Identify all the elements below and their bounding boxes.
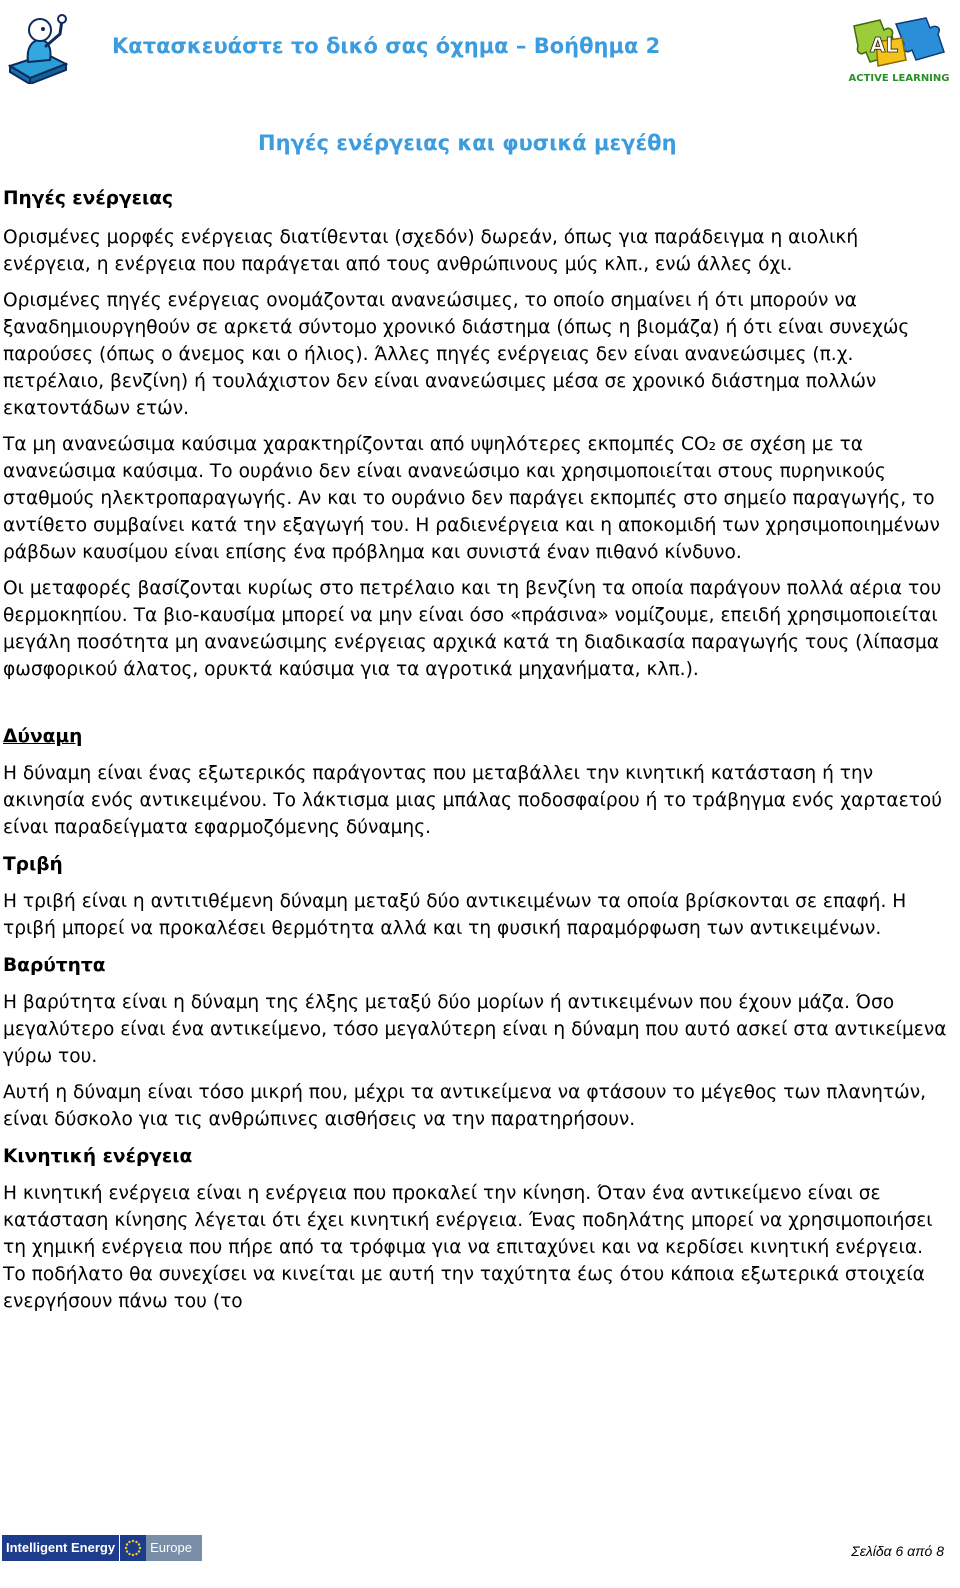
paragraph: Η κινητική ενέργεια είναι η ενέργεια που προκαλεί την κίνηση. Όταν ένα αντικείμενο είναι σε κατάσταση κίνησης λέγεται ότι έχει κινητική ενέργεια. Ένας ποδηλάτης μπορεί να χρησιμοποιήσει τη χημική ενέργεια που πήρε από τα τρόφιμα για να επιταχύνει και να κερδίσει κινητική ενέργεια. Το ποδήλατο θα συνεχίσει να κινείται με αυτή την ταχύτητα έως ότου κάποια εξωτερικά στοιχεία ενεργήσουν πάνω του (το (3, 1183, 933, 1312)
paragraph: Ορισμένες πηγές ενέργειας ονομάζονται ανανεώσιμες, το οποίο σημαίνει ή ότι μπορούν να ξαναδημιουργηθούν σε αρκετά σύντομο χρονικό διάστημα (όπως η βιομάζα) ή ότι είναι συνεχώς παρούσες (όπως ο άνεμος και ο ήλιος). Άλλες πηγές ενέργειας δεν είναι ανανεώσιμες (π.χ. πετρέλαιο, βενζίνη) ή τουλάχιστον δεν είναι ανανεώσιμες μέσα σε χρονικό διάστημα πολλών εκατοντάδων ετών. (3, 290, 910, 419)
heading-kinetic-energy: Κινητική ενέργεια (3, 1146, 193, 1167)
paragraph: Αυτή η δύναμη είναι τόσο μικρή που, μέχρι τα αντικείμενα να φτάσουν το μέγεθος των πλανητών, είναι δύσκολο για τις ανθρώπινες αισθήσεις να την παρατηρήσουν. (3, 1082, 926, 1130)
page-number: Σελίδα 6 από 8 (851, 1543, 944, 1559)
paragraph: Οι μεταφορές βασίζονται κυρίως στο πετρέλαιο και τη βενζίνη τα οποία παράγουν πολλά αέρια του θερμοκηπίου. Τα βιο-καυσίμα μπορεί να μην είναι όσο «πράσινα» νομίζουμε, επειδή χρησιμοποιείται μεγάλη ποσότητα μη ανανεώσιμης ενέργειας αρχικά κατά τη διαδικασία παραγωγής τους (λίπασμα φωσφορικού άλατος, ορυκτά καύσιμα για τα αγροτικά μηχανήματα, κλπ.). (3, 578, 942, 680)
heading-force: Δύναμη (3, 726, 83, 747)
paragraph: Ορισμένες μορφές ενέργειας διατίθενται (σχεδόν) δωρεάν, όπως για παράδειγμα η αιολική ενέργεια, η ενέργεια που παράγεται από τους ανθρώπινους μύς κλπ., ενώ άλλες όχι. (3, 227, 859, 275)
puzzle-logo-icon (846, 12, 952, 86)
logo-text-left: Intelligent Energy (2, 1535, 119, 1561)
logo-text: ACTIVE LEARNING (848, 73, 950, 84)
heading-friction: Τριβή (3, 854, 63, 875)
paragraph: Η τριβή είναι η αντιτιθέμενη δύναμη μεταξύ δύο αντικειμένων τα οποία βρίσκονται σε επαφή. Η τριβή μπορεί να προκαλέσει θερμότητα αλλά και τη φυσική παραμόρφωση των αντικειμένων. (3, 891, 907, 939)
eu-flag-icon (119, 1535, 146, 1561)
paragraph: Η βαρύτητα είναι η δύναμη της έλξης μεταξύ δύο μορίων ή αντικειμένων που έχουν μάζα. Όσο μεγαλύτερο είναι ένα αντικείμενο, τόσο μεγαλύτερη είναι η δύναμη που αυτό ασκεί στα αντικείμενα γύρω του. (3, 992, 947, 1067)
heading-energy-sources: Πηγές ενέργειας (3, 188, 174, 209)
paragraph: Η δύναμη είναι ένας εξωτερικός παράγοντας που μεταβάλλει την κινητική κατάσταση ή την ακινησία ενός αντικειμένου. Το λάκτισμα μιας μπάλας ποδοσφαίρου ή το τράβηγμα ενός χαρταετού είναι παραδείγματα εφαρμοζόμενης δύναμης. (3, 763, 943, 838)
logo-text-right: Europe (146, 1535, 202, 1561)
paragraph: Τα μη ανανεώσιμα καύσιμα χαρακτηρίζονται από υψηλότερες εκπομπές CO₂ σε σχέση με τα ανανεώσιμα καύσιμα. Το ουράνιο δεν είναι ανανεώσιμο και χρησιμοποιείται στους πυρηνικούς σταθμούς ηλεκτροπαραγωγής. Αν και το ουράνιο δεν παράγει εκπομπές στο σημείο παραγωγής, το αντίθετο συμβαίνει κατά την εξαγωγή του. Η ραδιενέργεια και η αποκομιδή των χρησιμοποιημένων ράβδων καυσίμου είναι επίσης ένα πρόβλημα και συνιστά έναν πιθανό κίνδυνο. (3, 434, 940, 563)
intelligent-energy-europe-logo (2, 1535, 202, 1561)
person-at-desk-icon (6, 14, 70, 84)
heading-gravity: Βαρύτητα (3, 955, 106, 976)
header-title: Κατασκευάστε το δικό σας όχημα – Βοήθημα 2 (112, 34, 661, 58)
page-title: Πηγές ενέργειας και φυσικά μεγέθη (258, 131, 677, 155)
document-body (3, 185, 949, 1315)
logo-letters: AL (870, 33, 899, 57)
